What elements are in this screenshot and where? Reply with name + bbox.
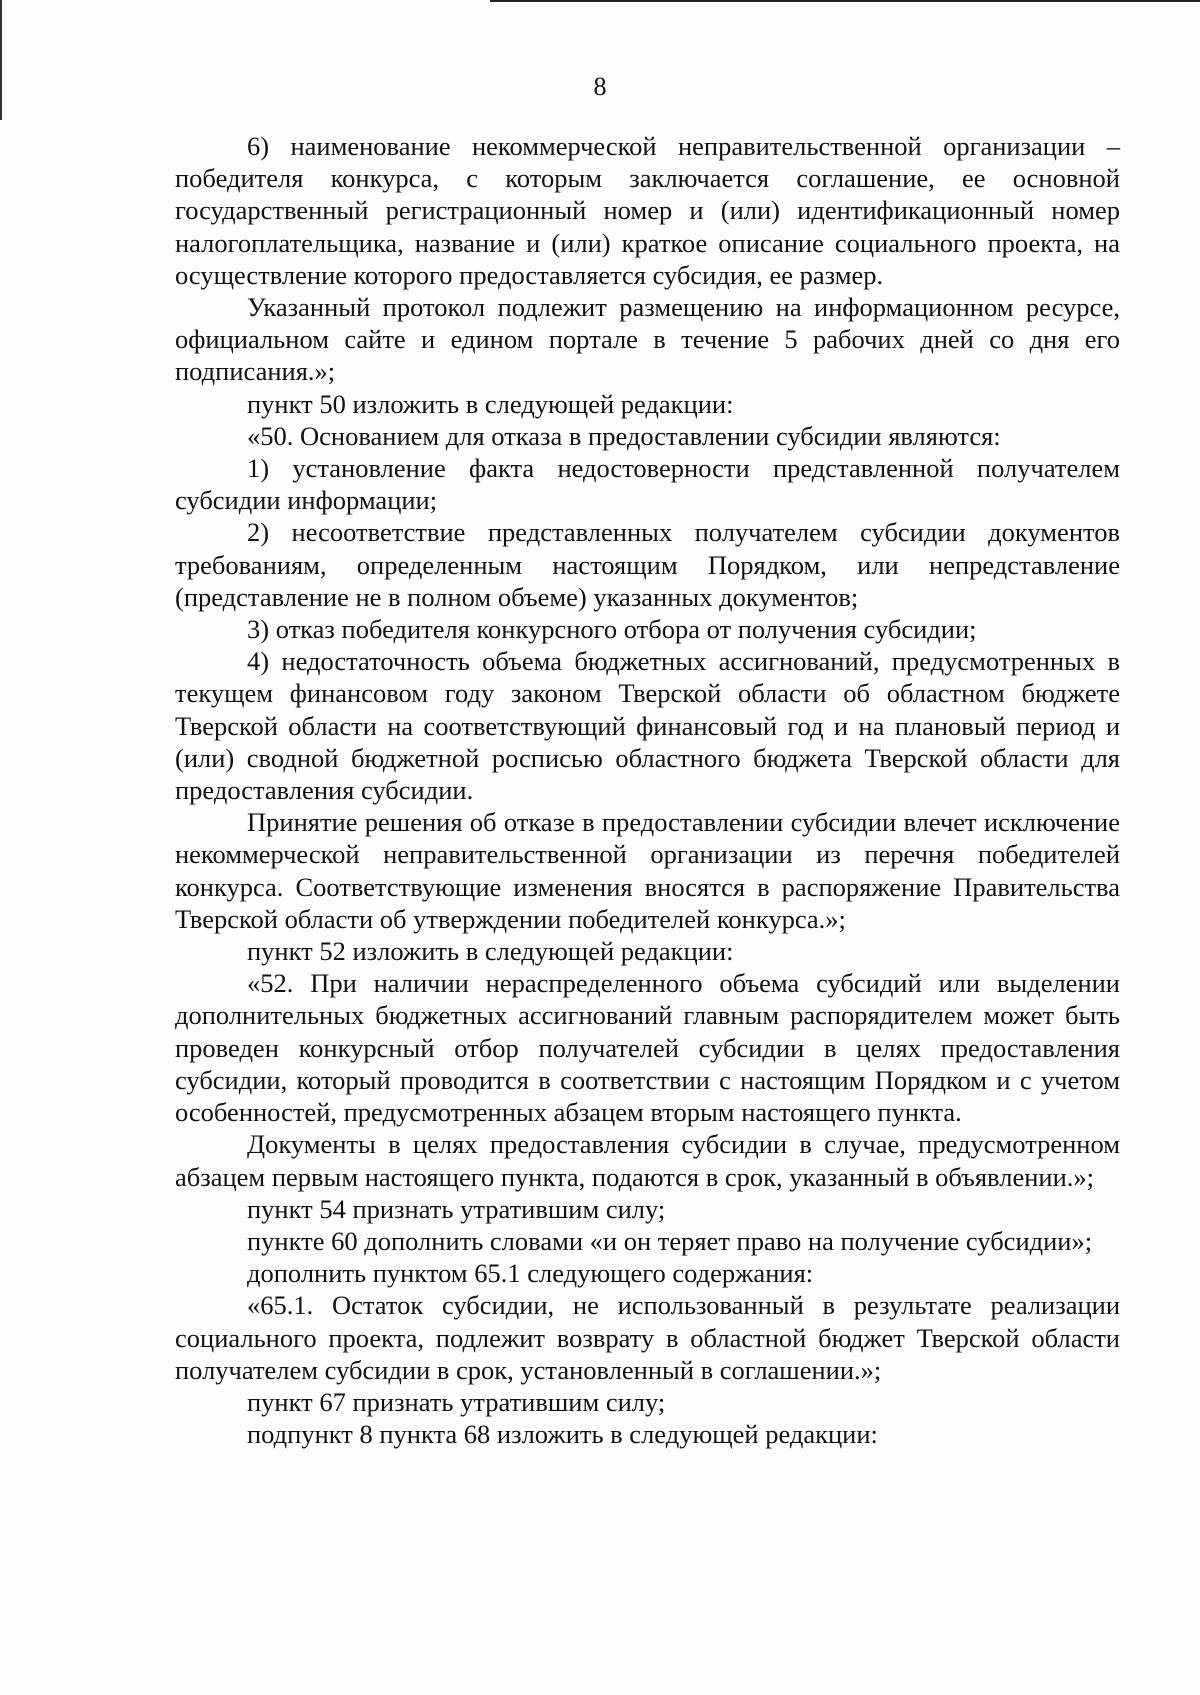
scan-edge-left: [0, 0, 2, 120]
paragraph: подпункт 8 пункта 68 изложить в следующей редакции:: [247, 1419, 878, 1450]
document-body: [175, 130, 1120, 1450]
paragraph: дополнить пунктом 65.1 следующего содержания:: [247, 1258, 814, 1289]
paragraph: 1) установление факта недостоверности представленной получателем субсидии информации;: [175, 453, 1120, 516]
scan-edge-top: [490, 0, 1200, 2]
paragraph: 4) недостаточность объема бюджетных ассигнований, предусмотренных в текущем финансовом году законом Тверской области об областном бюджете Тверской области на соответствующий финансовый год и на плановый период и (или) сводной бюджетной росписью областного бюджета Тверской области для предоставления субсидии.: [175, 646, 1120, 806]
paragraph: 2) несоответствие представленных получателем субсидии документов требованиям, определенным настоящим Порядком, или непредставление (представление не в полном объеме) указанных документов;: [175, 517, 1120, 612]
page-number: 8: [593, 72, 607, 101]
paragraph: пункт 52 изложить в следующей редакции:: [247, 936, 734, 967]
paragraph: пункт 67 признать утратившим силу;: [247, 1386, 666, 1417]
paragraph: пункт 50 изложить в следующей редакции:: [247, 388, 734, 419]
paragraph: «65.1. Остаток субсидии, не использованный в результате реализации социального проекта, подлежит возврату в областной бюджет Тверской области получателем субсидии в срок, установленный в соглашении.»;: [175, 1290, 1120, 1385]
paragraph: Документы в целях предоставления субсидии в случае, предусмотренном абзацем первым настоящего пункта, подаются в срок, указанный в объявлении.»;: [175, 1129, 1120, 1192]
paragraph: пункте 60 дополнить словами «и он теряет право на получение субсидии»;: [247, 1225, 1093, 1256]
paragraph: 6) наименование некоммерческой неправительственной организации – победителя конкурса, с которым заключается соглашение, ее основной государственный регистрационный номер и (или) идентификационный номер налогоплательщика, название и (или) краткое описание социального проекта, на осуществление которого предоставляется субсидия, ее размер.: [175, 131, 1120, 290]
paragraph: «52. При наличии нераспределенного объема субсидий или выделении дополнительных бюджетных ассигнований главным распорядителем может быть проведен конкурсный отбор получателей субсидии в целях предоставления субсидии, который проводится в соответствии с настоящим Порядком и с учетом особенностей, предусмотренных абзацем вторым настоящего пункта.: [175, 968, 1120, 1128]
paragraph: пункт 54 признать утратившим силу;: [247, 1193, 666, 1224]
paragraph: «50. Основанием для отказа в предоставлении субсидии являются:: [247, 420, 1001, 451]
paragraph: Принятие решения об отказе в предоставлении субсидии влечет исключение некоммерческой неправительственной организации из перечня победителей конкурса. Соответствующие изменения вносятся в распоряжение Правительства Тверской области об утверждении победителей конкурса.»;: [175, 807, 1120, 934]
paragraph: Указанный протокол подлежит размещению на информационном ресурсе, официальном сайте и едином портале в течение 5 рабочих дней со дня его подписания.»;: [175, 292, 1120, 387]
paragraph: 3) отказ победителя конкурсного отбора от получения субсидии;: [247, 614, 977, 645]
